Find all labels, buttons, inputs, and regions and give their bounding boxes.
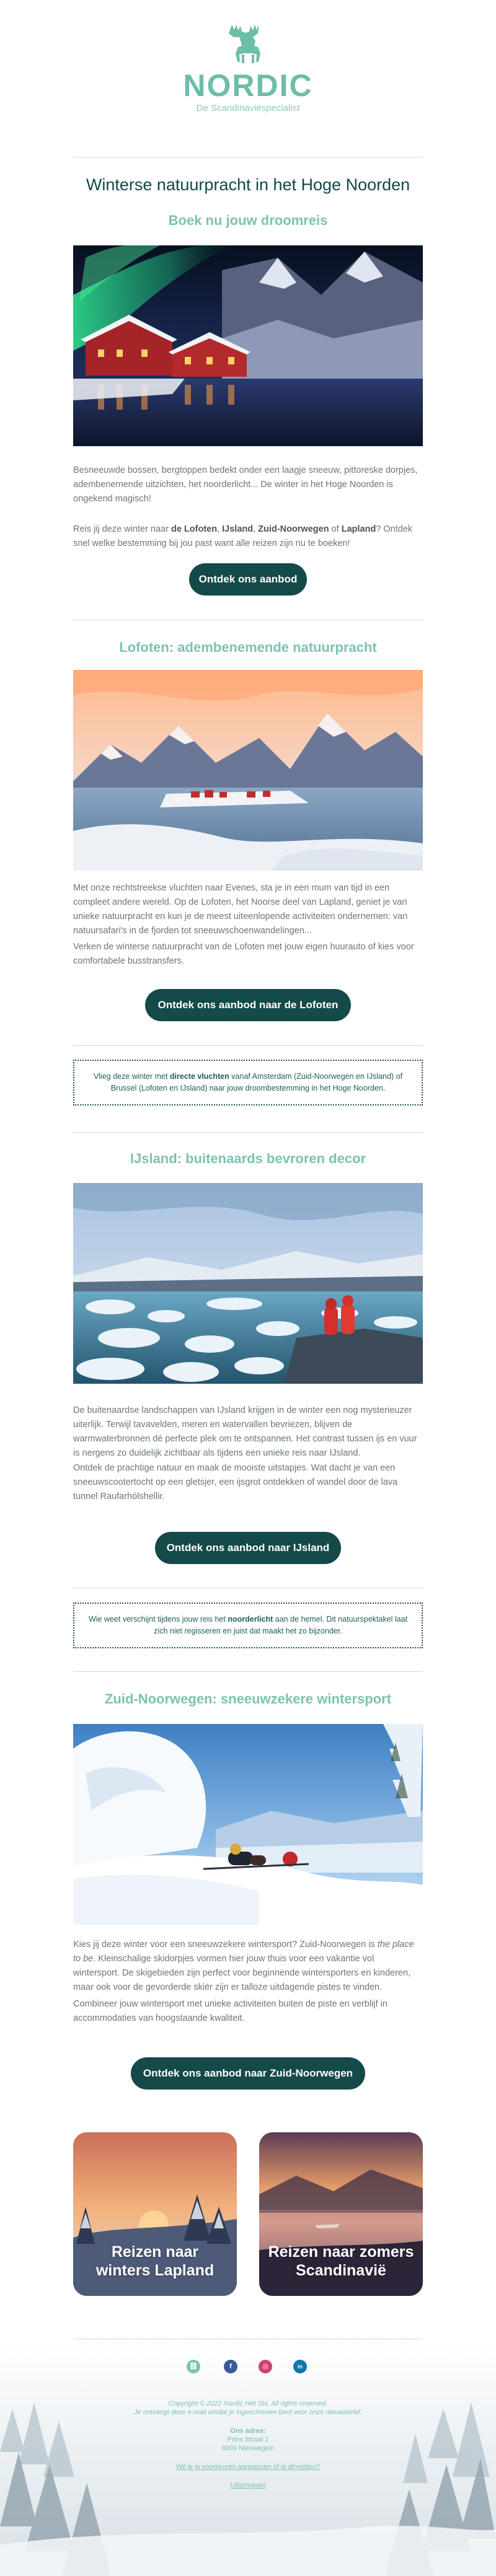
brand-tagline: De Scandinaviëspecialist [196,103,300,113]
divider [73,1045,423,1046]
lapland-card-title: Reizen naar winters Lapland [95,2243,215,2279]
norway-ski-photo [73,1724,423,1925]
copyright-text: Copyright © 2022 Nordic Hét Sbi, All rights reserved. [168,2400,328,2407]
address-city: 8000 Nieuwegein [221,2445,275,2452]
subscription-reason: Je ontvangt deze e-mail omdat je ingeschreven bent voor onze nieuwsbrief. [133,2409,363,2416]
summer-card-title: Reizen naar zomers Scandinavië [268,2243,414,2279]
intro-paragraph-2: Reis jij deze winter naar de Lofoten, IJsland, Zuid-Noorwegen of Lapland? Ontdek snel welke bestemming bij jou past want alle reizen zijn nu te boeken! [73,524,413,548]
misty-forest-background [0,2341,496,2576]
divider [73,1132,423,1133]
ijsland-paragraph-2: Ontdek de prachtige natuur en maak de mooiste uitstapjes. Wat dacht je van een sneeuwscootertocht op een gletsjer, een ijsgrot ontdekken of wandel door de lava tunnel Raufarhólshellir. [73,1463,398,1501]
northern-lights-notice: Wie weet verschijnt tijdens jouw reis het noorderlicht aan de hemel. Dit natuurspektakel laat zich niet regisseren en juist dat maakt het zo bijzonder. [73,1602,423,1648]
aurora-cabin-photo [73,245,423,446]
noorwegen-heading: Zuid-Noorwegen: sneeuwzekere wintersport [104,1691,392,1707]
divider [73,1671,423,1672]
noorwegen-paragraph-1: Kies jij deze winter voor een sneeuwzekere wintersport? Zuid-Noorwegen is the place to be. Kleinschalige skidorpjes vormen hier jouw thuis voor een vakantie vol wintersport. De skigebieden zijn perfect voor beginnende wintersporters en kinderen, maar ook voor de gevorderde skiër zijn er talloze uitdagende pistes te vinden. [73,1940,414,1992]
address-street: Prins Straat 2 [227,2436,269,2443]
logo[interactable] [180,12,316,124]
lofoten-photo [73,670,423,871]
lapland-card[interactable] [73,2132,237,2296]
moose-icon [223,19,273,68]
ijsland-heading: IJsland: buitenaards bevroren decor [130,1151,366,1166]
lofoten-paragraph-1: Met onze rechtstreekse vluchten naar Evenes, sta je in een mum van tijd in een compleet andere wereld. Op de Lofoten, het Noorse deel van Lapland, geniet je van unieke natuurpracht en kun je de meest uiteenlopende activiteiten ondernemen: van natuursafari's in de fjorden tot sneeuwschoenwandelingen... [73,883,408,936]
page-title: Winterse natuurpracht in het Hoge Noorden [86,175,410,194]
lofoten-cta-button[interactable]: Ontdek ons aanbod naar de Lofoten [145,989,351,1021]
link-icon[interactable]: ⛓ [187,2360,200,2373]
instagram-icon[interactable]: ◎ [259,2360,272,2373]
address-label: Ons adres: [230,2427,266,2435]
linkedin-icon[interactable]: in [293,2360,307,2373]
intro-heading: Boek nu jouw droomreis [168,213,328,228]
lofoten-paragraph-2: Verken de winterse natuurpracht van de Lofoten met jouw eigen huurauto of kies voor comfortabele busstransfers. [73,942,414,966]
ijsland-cta-button[interactable]: Ontdek ons aanbod naar IJsland [155,1532,341,1564]
noorwegen-cta-button[interactable]: Ontdek ons aanbod naar Zuid-Noorwegen [131,2057,365,2090]
lofoten-heading: Lofoten: adembenemende natuurpracht [119,640,377,655]
preferences-text[interactable]: Wil je je voorkeuren aanpassen of je afmelden? [176,2463,320,2471]
direct-flights-notice: Vlieg deze winter met directe vluchten vanaf Amsterdam (Zuid-Noorwegen en IJsland) of Brussel (Lofoten en IJsland) naar jouw droombestemming in het Hoge Noorden. [73,1060,423,1106]
iceland-photo [73,1183,423,1384]
summer-scandinavia-card[interactable] [259,2132,423,2296]
intro-cta-button[interactable]: Ontdek ons aanbod [189,563,307,596]
ijsland-paragraph-1: De buitenaardse landschappen van IJsland krijgen in de winter een nog mysterieuzer uiterlijk. Terwijl tavavelden, meren en watervallen bevriezen, blijven de warmwaterbronnen dé perfecte plek om te ontspannen. Het contrast tussen ijs en vuur is nergens zo duidelijk zichtbaar als tijdens een unieke reis naar IJsland. [73,1405,417,1458]
facebook-icon[interactable]: f [224,2360,237,2373]
brand-name: NORDIC [183,68,313,103]
noorwegen-paragraph-2: Combineer jouw wintersport met unieke activiteiten buiten de piste en verblijf in accommodaties van hoogstaande kwaliteit. [73,1999,388,2023]
intro-paragraph-1: Besneeuwde bossen, bergtoppen bedekt onder een laagje sneeuw, pittoreske dorpjes, adembenemende uitzichten, het noorderlicht... De winter in het Hoge Noorden is ongekend magisch! [73,465,418,504]
unsubscribe-link[interactable]: Uitschrijven [230,2482,266,2489]
